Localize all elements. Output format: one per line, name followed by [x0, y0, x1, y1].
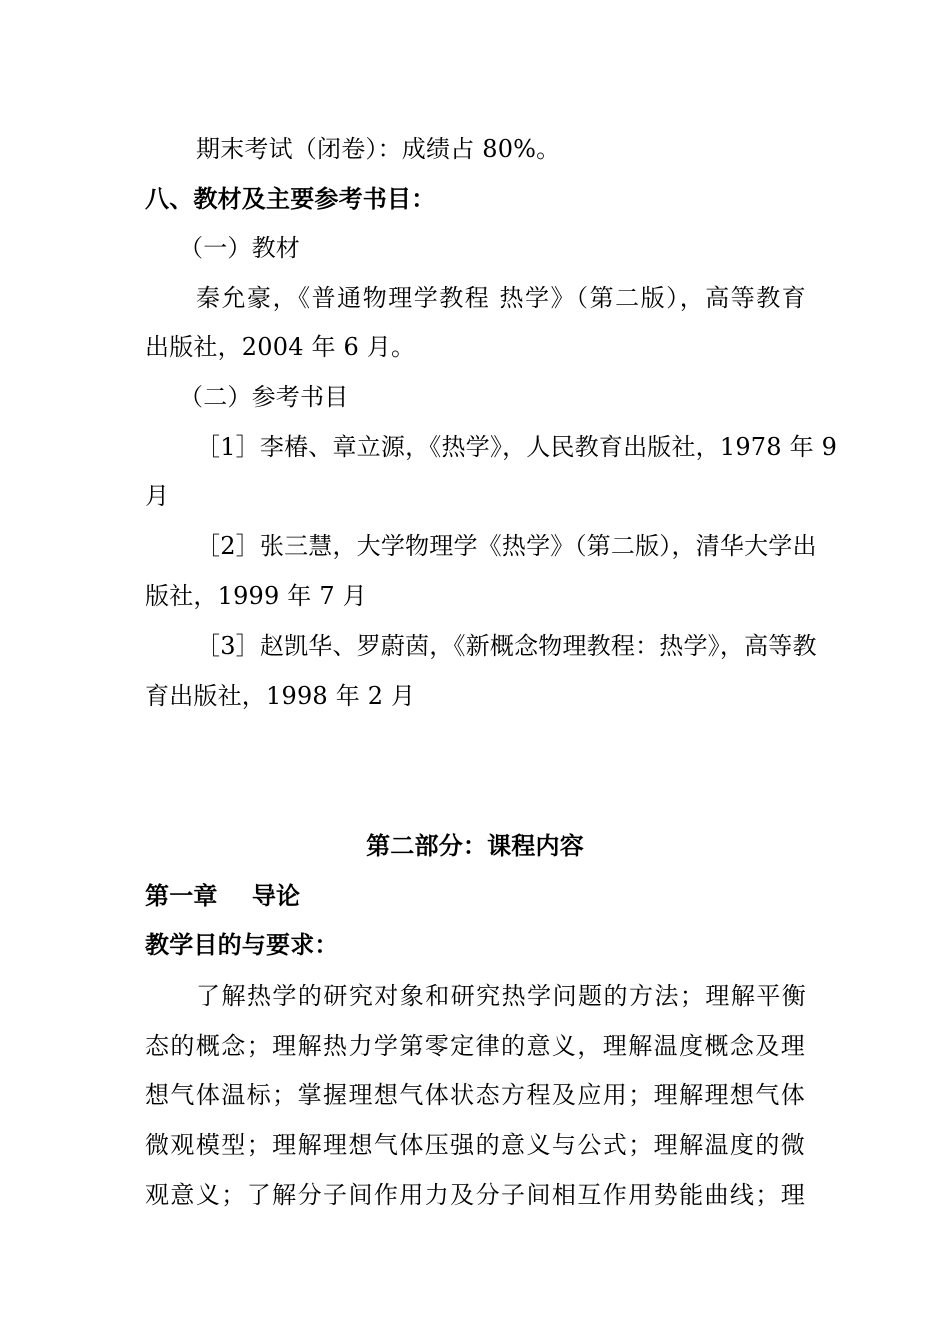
textbook-subtitle: （一）教材 [179, 234, 300, 262]
reference-3-line-2: 育出版社，1998 年 2 月 [145, 682, 416, 710]
references-subtitle: （二）参考书目 [179, 383, 349, 411]
objectives-line-2: 态的概念；理解热力学第零定律的意义，理解温度概念及理 [145, 1032, 805, 1060]
objectives-heading: 教学目的与要求： [145, 931, 339, 959]
objectives-line-5: 观意义；了解分子间作用力及分子间相互作用势能曲线；理 [145, 1181, 805, 1209]
objectives-line-3: 想气体温标；掌握理想气体状态方程及应用；理解理想气体 [145, 1081, 805, 1109]
textbook-line-1: 秦允豪，《普通物理学教程 热学》（第二版），高等教育 [196, 284, 806, 312]
textbook-line-2: 出版社，2004 年 6 月。 [145, 333, 416, 361]
reference-1-line-1: ［1］李椿、章立源，《热学》，人民教育出版社，1978 年 9 [196, 433, 838, 461]
objectives-line-1: 了解热学的研究对象和研究热学问题的方法；理解平衡 [196, 982, 806, 1010]
objectives-line-4: 微观模型；理解理想气体压强的意义与公式；理解温度的微 [145, 1131, 805, 1159]
reference-2-line-2: 版社，1999 年 7 月 [145, 582, 367, 610]
final-exam-line: 期末考试（闭卷）：成绩占 80%。 [196, 135, 561, 163]
reference-1-line-2: 月 [145, 482, 170, 510]
textbooks-heading: 八、教材及主要参考书目： [145, 185, 436, 213]
reference-3-line-1: ［3］赵凯华、罗蔚茵，《新概念物理教程：热学》，高等教 [196, 632, 817, 660]
part2-title: 第二部分：课程内容 [366, 832, 584, 860]
reference-2-line-1: ［2］张三慧，大学物理学《热学》（第二版），清华大学出 [196, 532, 817, 560]
chapter-title: 第一章 导论 [145, 882, 301, 910]
